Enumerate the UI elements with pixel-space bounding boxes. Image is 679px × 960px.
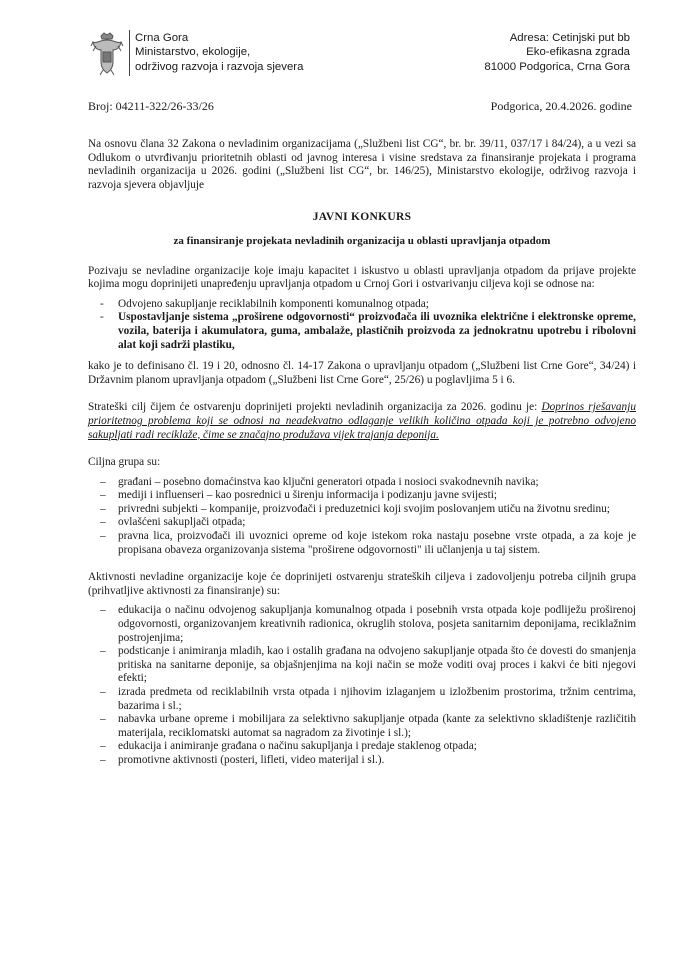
reference-number: Broj: 04211-322/26-33/26 xyxy=(88,99,214,113)
defined-paragraph: kako je to definisano čl. 19 i 20, odnosno čl. 14-17 Zakona o upravljanju otpadom („Službeni list Crne Gore“, 34/24) i Državnim planom upravljanja otpadom („Službeni list Crne Gore“, 25/26) u poglavljima 5 i 6. xyxy=(88,360,636,386)
ministry-address xyxy=(484,31,630,74)
place-date: Podgorica, 20.4.2026. godine xyxy=(490,99,632,113)
target-group-label: Ciljna grupa su: xyxy=(88,456,161,469)
coat-of-arms-icon xyxy=(90,32,124,76)
country-name: Crna Gora xyxy=(135,32,189,44)
ministry-line-1: Ministarstvo, ekologije, xyxy=(135,46,251,59)
activities-intro: Aktivnosti nevladine organizacije koje će doprinijeti ostvarenju strateških ciljeva i zadovoljenju potreba ciljnih grupa (prihvatljive aktivnosti za finansiranje) su: xyxy=(88,571,636,597)
list-item: – edukacija i animiranje građana o načinu sakupljanja i predaje staklenog otpada; xyxy=(100,740,477,753)
target-groups-list xyxy=(88,476,636,558)
list-item: – izrada predmeta od reciklabilnih vrsta otpada i njihovim izlaganjem u izložbenim prostorima, tržnim centrima, bazarima i sl.; xyxy=(100,686,636,712)
invite-paragraph: Pozivaju se nevladine organizacije koje imaju kapacitet i iskustvo u oblasti upravljanja otpadom da prijave projekte kojima mogu doprinijeti unapređenju upravljanja otpadom u Crnoj Gori i ostvarivanju ciljeva koji se odnose na: xyxy=(88,264,636,291)
strategic-paragraph xyxy=(88,401,636,442)
list-item: – edukacija o načinu odvojenog sakupljanja komunalnog otpada i posebnih vrsta otpada koje podliježu proširenoj odgovornosti, organizovanjem kreativnih radionica, okruglih stolova, posjeta sanitarnim deponijama, reciklažnim postrojenjima; xyxy=(100,604,636,644)
intro-paragraph: Na osnovu člana 32 Zakona o nevladinim organizacijama („Službeni list CG“, br. br. 39/11, 037/17 i 84/24), a u vezi sa Odlukom o utvrđivanju prioritetnih oblasti od javnog interesa i visine sredstava za finansiranje projekata i programa nevladinih organizacija u 2026. godini („Službeni list CG“, br. 146/25), Ministarstvo ekologije, održivog razvoja i razvoja sjevera objavljuje xyxy=(88,138,636,191)
document-subtitle: za finansiranje projekata nevladinih organizacija u oblasti upravljanja otpadom xyxy=(173,234,551,247)
list-item: – pravna lica, proizvođači ili uvoznici opreme od koje istekom roka nastaju posebne vrste otpada, a za koje je propisana obaveza organizovanja sistema "proširene odgovornosti" ili učlanjenja u taj sistem. xyxy=(100,530,636,556)
list-item: - Odvojeno sakupljanje reciklabilnih komponenti komunalnog otpada; xyxy=(100,297,429,310)
goals-list xyxy=(88,298,636,352)
address-line-1: Adresa: Cetinjski put bb xyxy=(509,32,630,44)
list-item: – nabavka urbane opreme i mobilijara za selektivno sakupljanje otpada (kante za selektivno skladištenje različitih materijala, reciklomatski automat sa nagradom za životinje i sl.); xyxy=(100,713,636,739)
ministry-name xyxy=(135,31,303,74)
document-body xyxy=(88,138,636,768)
document-title: JAVNI KONKURS xyxy=(312,211,412,224)
list-item: – mediji i influenseri – kao posrednici u širenju informacija i podizanju javne svijesti; xyxy=(100,489,497,502)
activities-list xyxy=(88,604,636,767)
list-item: – promotivne aktivnosti (posteri, lifleti, video materijal i sl.). xyxy=(100,753,385,766)
list-item: – podsticanje i animiranja mladih, kao i ostalih građana na odvojeno sakupljanje otpada što će dovesti do smanjenja pritiska na sanitarne deponije, sa objašnjenjima na koji način se može voditi ovaj proces i kakvi će biti njegovi efekti; xyxy=(100,645,636,685)
address-line-2: Eko-efikasna zgrada xyxy=(526,46,630,59)
strategic-goal: Doprinos rješavanju prioritetnog problema koji se odnosi na neadekvatno odlaganje velikih količina otpada koji je potrebno odvojeno sakupljati radi reciklaže, čime se značajno produžava vijek trajanja deponija. xyxy=(88,401,636,441)
address-line-3: 81000 Podgorica, Crna Gora xyxy=(484,60,630,73)
list-item: – privredni subjekti – kompanije, proizvođači i preduzetnici koji svojim poslovanjem utiču na životnu sredinu; xyxy=(100,502,610,515)
header-divider xyxy=(129,30,130,76)
list-item: – ovlašćeni sakupljači otpada; xyxy=(100,516,246,529)
list-item: – građani – posebno domaćinstva kao ključni generatori otpada i nosioci svakodnevnih navika; xyxy=(100,475,539,488)
reference-line xyxy=(88,99,632,114)
ministry-line-2: održivog razvoja i razvoja sjevera xyxy=(135,60,304,73)
list-item: - Uspostavljanje sistema „proširene odgovornosti“ proizvođača ili uvoznika električne i elektronske opreme, vozila, baterija i akumulatora, guma, ambalaže, plastičnih proizvoda za jednokratnu upotrebu i ribolovni alat koji sadrži plastiku, xyxy=(100,311,636,351)
strategic-prefix: Strateški cilj čijem će ostvarenju doprinijeti projekti nevladinih organizacija za 2026. godinu je: xyxy=(88,401,542,414)
